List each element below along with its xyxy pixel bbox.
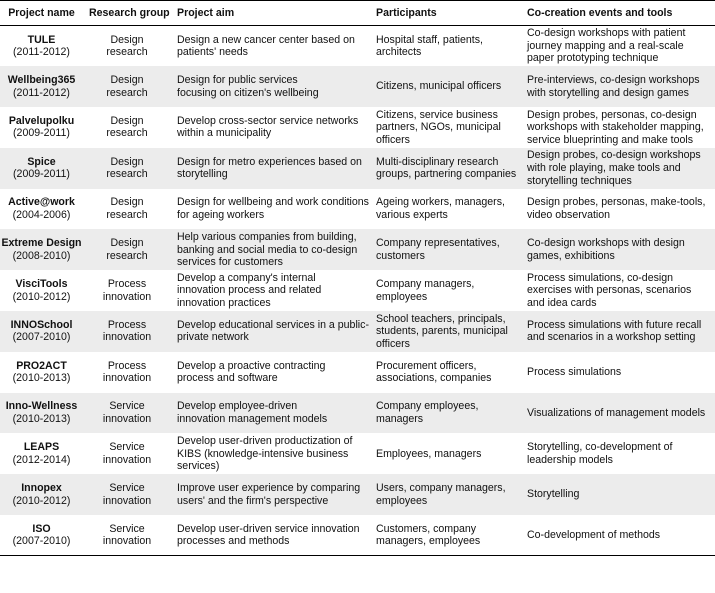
project-name: ISO xyxy=(32,522,51,535)
project-years: (2011-2012) xyxy=(13,86,70,99)
table-row xyxy=(0,352,715,393)
project-aim-cell: Develop cross-sector service networks within a municipality xyxy=(177,114,359,140)
project-name-cell xyxy=(0,515,83,556)
table-body xyxy=(0,26,715,556)
project-aim-cell: Develop user-driven service innovation processes and methods xyxy=(177,522,360,548)
research-group-cell: Design research xyxy=(106,114,148,140)
table-row xyxy=(0,515,715,556)
table-row xyxy=(0,107,715,148)
project-years: (2010-2012) xyxy=(12,290,71,303)
project-years: (2007-2010) xyxy=(12,331,71,344)
project-name: Spice xyxy=(27,155,56,168)
header-row xyxy=(0,1,715,26)
events-cell: Design probes, personas, co-design workshops with stakeholder mapping, service blueprinting and make tools xyxy=(527,108,704,146)
table-row xyxy=(0,393,715,434)
project-aim-cell: Design for metro experiences based on storytelling xyxy=(177,155,362,181)
participants-cell: Company managers, employees xyxy=(376,278,475,303)
project-name: Innopex xyxy=(21,482,62,495)
events-cell: Co-development of methods xyxy=(527,528,661,541)
research-group-cell: Design research xyxy=(106,237,148,262)
project-name-cell xyxy=(0,311,83,352)
participants-cell: Hospital staff, patients, architects xyxy=(376,33,483,59)
table-row xyxy=(0,433,715,474)
table-row xyxy=(0,66,715,107)
research-group-cell: Design research xyxy=(106,196,148,222)
table-header xyxy=(0,1,715,26)
project-name-cell xyxy=(0,474,83,515)
project-aim-cell: Design for public services focusing on citizen's wellbeing xyxy=(177,74,319,99)
project-years: (2004-2006) xyxy=(12,209,71,222)
research-group-cell: Process innovation xyxy=(102,359,152,385)
project-name: PRO2ACT xyxy=(16,359,67,372)
research-group-cell: Service innovation xyxy=(102,522,152,548)
project-aim-cell: Design for wellbeing and work conditions for ageing workers xyxy=(177,196,369,222)
project-years: (2009-2011) xyxy=(13,127,70,140)
events-cell: Storytelling xyxy=(527,488,580,501)
project-name-cell xyxy=(0,352,83,393)
table-row xyxy=(0,148,715,189)
project-name-cell xyxy=(0,270,83,311)
project-name-cell xyxy=(0,393,83,434)
participants-cell: Company representatives, customers xyxy=(376,237,500,262)
project-years: (2009-2011) xyxy=(13,168,70,181)
project-aim-cell: Improve user experience by comparing users' and the firm's perspective xyxy=(177,482,361,507)
research-group-cell: Design research xyxy=(106,33,148,59)
project-name-cell xyxy=(0,148,83,189)
project-aim-cell: Develop employee-driven innovation management models xyxy=(177,400,328,426)
research-group-cell: Design research xyxy=(106,155,148,181)
project-name: Extreme Design xyxy=(1,237,82,250)
events-cell: Co-design workshops with design games, exhibitions xyxy=(527,237,685,262)
project-years: (2007-2010) xyxy=(12,535,71,548)
project-aim-cell: Develop a proactive contracting process and software xyxy=(177,359,326,385)
project-years: (2010-2012) xyxy=(12,494,71,507)
project-aim-cell: Help various companies from building, banking and social media to co-design services for customers xyxy=(177,230,358,269)
events-cell: Design probes, co-design workshops with role playing, make tools and storytelling techniques xyxy=(527,149,701,187)
research-group-cell: Process innovation xyxy=(102,278,152,303)
table-row xyxy=(0,26,715,67)
participants-cell: Customers, company managers, employees xyxy=(376,522,481,548)
events-cell: Process simulations with future recall and scenarios in a workshop setting xyxy=(527,318,702,344)
events-cell: Process simulations xyxy=(527,365,622,378)
project-years: (2010-2013) xyxy=(12,413,71,426)
participants-cell: Company employees, managers xyxy=(376,400,479,426)
research-group-cell: Design research xyxy=(106,74,148,99)
participants-cell: Citizens, service business partners, NGOs, municipal officers xyxy=(376,108,501,146)
project-name: Active@work xyxy=(8,196,75,209)
header-project-aim: Project aim xyxy=(171,1,370,26)
project-aim-cell: Develop educational services in a public- private network xyxy=(177,318,369,344)
project-name: INNOSchool xyxy=(10,318,73,331)
events-cell: Co-design workshops with patient journey mapping and a real-scale paper prototyping technique xyxy=(527,27,686,65)
participants-cell: Employees, managers xyxy=(376,447,482,460)
header-project-name: Project name xyxy=(0,1,83,26)
project-name: Palvelupolku xyxy=(8,114,75,127)
events-cell: Process simulations, co-design exercises with personas, scenarios and idea cards xyxy=(527,271,692,309)
events-cell: Pre-interviews, co-design workshops with storytelling and design games xyxy=(527,74,700,99)
project-name-cell xyxy=(0,189,83,230)
header-research-group: Research group xyxy=(83,1,171,26)
research-group-cell: Service innovation xyxy=(102,441,152,466)
participants-cell: Procurement officers, associations, companies xyxy=(376,359,492,385)
events-cell: Design probes, personas, make-tools, video observation xyxy=(527,196,706,222)
project-years: (2011-2012) xyxy=(13,46,70,59)
research-group-cell: Service innovation xyxy=(102,482,152,507)
table-row xyxy=(0,189,715,230)
project-aim-cell: Design a new cancer center based on patients' needs xyxy=(177,33,355,59)
project-name-cell xyxy=(0,26,83,67)
project-name-cell xyxy=(0,229,83,270)
participants-cell: Users, company managers, employees xyxy=(376,482,506,507)
project-name: Wellbeing365 xyxy=(7,74,76,87)
table-row xyxy=(0,270,715,311)
project-years: (2010-2013) xyxy=(12,372,71,385)
header-co-creation-events: Co-creation events and tools xyxy=(521,1,715,26)
participants-cell: Ageing workers, managers, various experts xyxy=(376,196,505,222)
project-aim-cell: Develop a company's internal innovation process and related innovation practices xyxy=(177,271,322,309)
project-years: (2012-2014) xyxy=(12,453,71,466)
project-name: LEAPS xyxy=(23,441,60,454)
events-cell: Storytelling, co-development of leadership models xyxy=(527,441,673,466)
participants-cell: School teachers, principals, students, parents, municipal officers xyxy=(376,312,508,350)
participants-cell: Multi-disciplinary research groups, partnering companies xyxy=(376,155,517,181)
research-group-cell: Process innovation xyxy=(102,318,152,344)
project-name: Inno-Wellness xyxy=(5,400,78,413)
project-name-cell xyxy=(0,107,83,148)
table-row xyxy=(0,229,715,270)
header-participants: Participants xyxy=(370,1,521,26)
project-name-cell xyxy=(0,433,83,474)
events-cell: Visualizations of management models xyxy=(527,406,706,419)
project-name: VisciTools xyxy=(15,278,68,291)
table-row xyxy=(0,474,715,515)
project-name: TULE xyxy=(27,33,56,46)
project-years: (2008-2010) xyxy=(12,249,71,262)
project-name-cell xyxy=(0,66,83,107)
project-aim-cell: Develop user-driven productization of KIBS (knowledge-intensive business services) xyxy=(177,434,353,473)
table-row xyxy=(0,311,715,352)
research-group-cell: Service innovation xyxy=(102,400,152,426)
participants-cell: Citizens, municipal officers xyxy=(376,80,502,93)
